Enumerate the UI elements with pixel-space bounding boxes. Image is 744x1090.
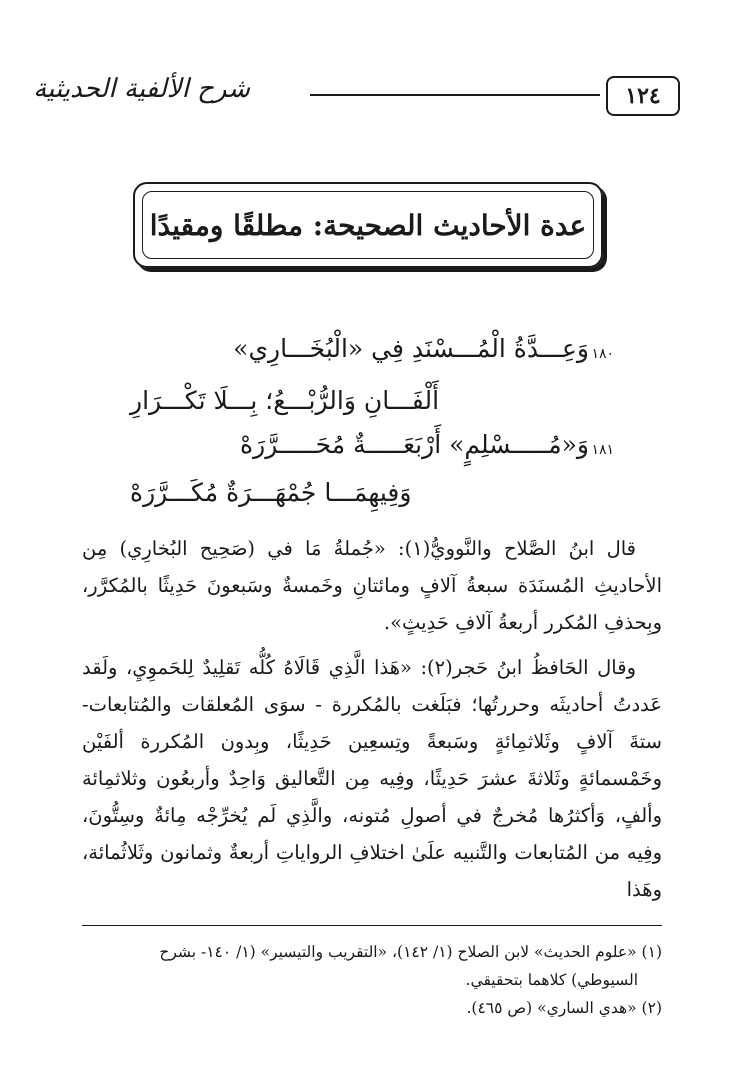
footnote: (٢) «هدي الساري» (ص ٤٦٥). [466, 999, 662, 1017]
verse-number: ١٨١ [591, 442, 614, 458]
paragraph: وقال الحَافظُ ابنُ حَجر(٢): «هَذا الَّذِي قَالَاهُ كُلُّه تَقلِيدٌ لِلحَموِيِ، ولَقد عَددتُ أحاديثَه وحررتُها؛ فبَلَغت بالمُكررة - سوَى المُعلقات والمُتابعات- ستةَ آلافٍ وثَلاثمِائةٍ وسَبعةً وتِسعِين حَدِيثًا، وبِدون المُكررة ألفَيْن وخَمْسمائةٍ وثَلاثةَ عشرَ حَدِيثًا، وفِيه مِن التَّعاليق وَاحِدٌ وأربعُون وثلاثمِائة وألفٍ، وَأكثرُها مُخرجٌ في أصولِ مُتونه، والَّذِي لَم يُخرِّجْه مِائةٌ وسِتُّونَ، وفِيه من المُتابعات والتَّنبيه علَىٰ اختلافِ الرواياتِ أربعةٌ وثمانون وثَلاثُمائة، وهَذا [82, 656, 662, 901]
running-title: شرح الألفية الحديثية [33, 74, 250, 104]
page-header [33, 70, 680, 120]
section-heading-inner-frame [142, 191, 594, 259]
section-title: عدة الأحاديث الصحيحة: مطلقًا ومقيدًا [149, 208, 587, 242]
section-heading-frame [133, 182, 603, 268]
paragraph: قال ابنُ الصَّلاح والنَّوويُّ(١): «جُملةُ مَا في (صَحِيح البُخارِي) مِن الأحاديثِ المُسنَدَة سبعةُ آلافٍ ومائتانِ وخَمسةٌ وسَبعونَ حَدِيثًا بالمُكرَّر، وبِحذفِ المُكرر أربعةُ آلافِ حَدِيثٍ». [82, 537, 662, 634]
footnote: (١) «علوم الحديث» لابن الصلاح (١/ ١٤٢)، «التقريب والتيسير» (١/ ١٤٠- بشرح [159, 943, 662, 961]
footnote: السيوطي) كلاهما بتحقيقي. [465, 971, 638, 989]
footnotes [82, 938, 662, 1022]
verse-line: وَ«مُـــــسْلِمٍ» أَرْبَعَـــــةٌ مُحَـــــرَّرَهْ [240, 430, 589, 459]
footnote-divider [82, 925, 662, 926]
verse-number: ١٨٠ [591, 346, 614, 362]
body-text [82, 530, 662, 916]
verse-line: أَلْفَـــانِ وَالرُّبْـــعُ؛ بِـــلَا تَكْـــرَارِ [130, 386, 440, 415]
verse-line: وَعِـــدَّةُ الْمُـــسْنَدِ فِي «الْبُخَـــارِي» [233, 334, 589, 363]
header-rule [310, 94, 600, 96]
page-number: ١٢٤ [606, 76, 680, 116]
verse-line: وَفِيهِمَـــا جُمْهَـــرَةٌ مُكَـــرَّرَهْ [130, 478, 412, 507]
